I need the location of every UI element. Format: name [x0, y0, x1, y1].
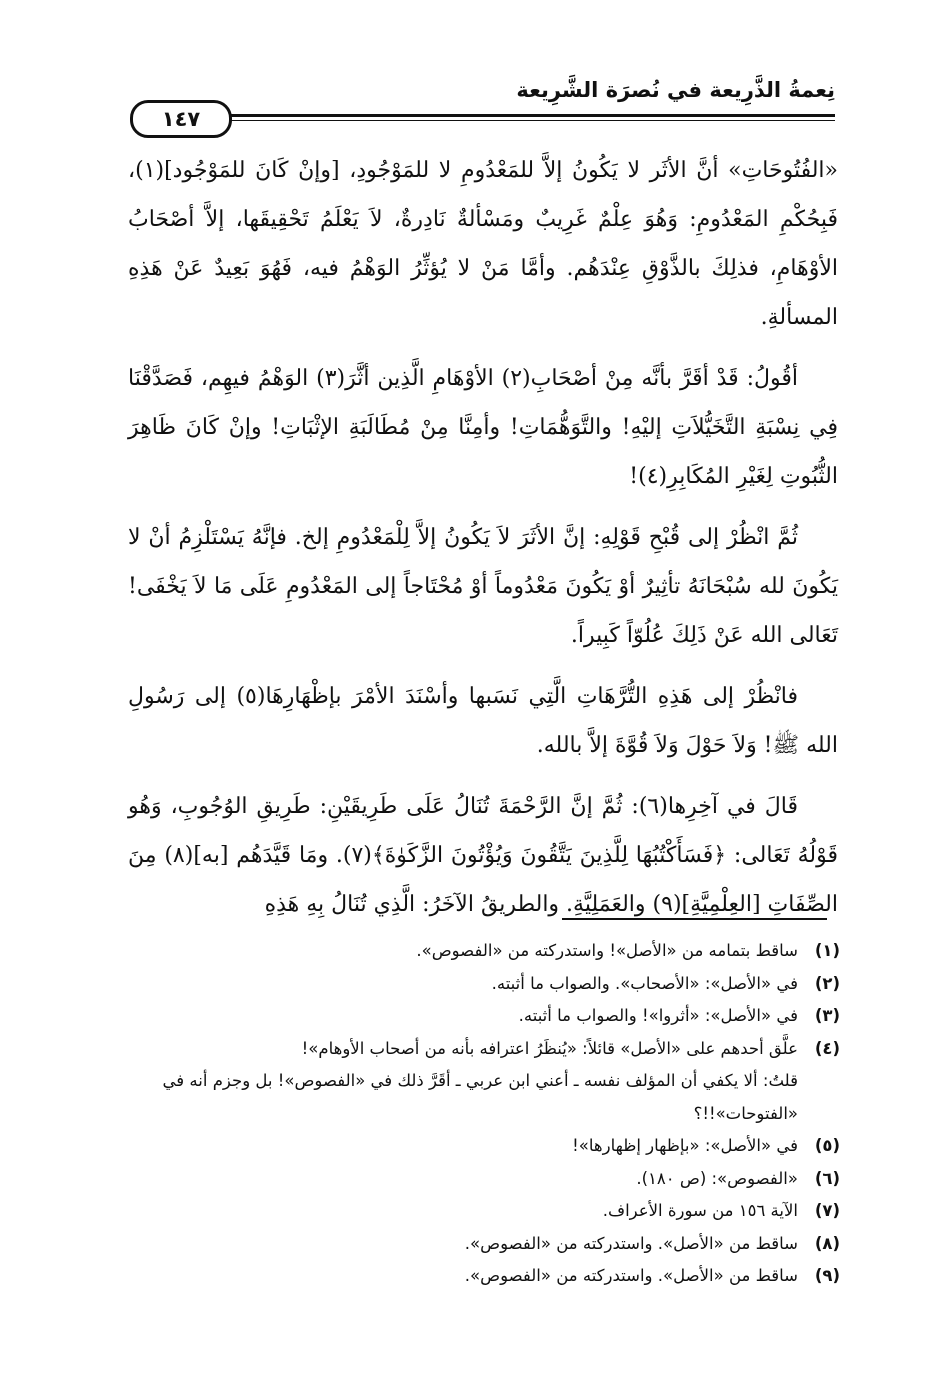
footnote-text: ساقط من «الأصل». واستدركته من «الفصوص». [464, 1233, 798, 1253]
footnote-separator [562, 918, 827, 920]
footnote-continuation: قلتُ: ألا يكفي أن المؤلف نفسه ـ أعني ابن عربي ـ أقَرَّ ذلك في «الفصوص»! بل وجزم أنه في «الفتوحات»!!؟ [162, 1071, 798, 1123]
footnote-text: في «الأصل»: «بإظهار إظهارها»! [572, 1136, 798, 1155]
footnote-item [128, 1260, 840, 1293]
footnote-text: علَّق أحدهم على «الأصل» قائلاً: «يُنظَرُ اعترافه بأنه من أصحاب الأوهام»! [301, 1038, 798, 1058]
book-title: نِعمةُ الذَّرِيعة في نُصرَة الشَّرِيعة [516, 78, 835, 102]
footnotes [128, 935, 840, 1293]
header-rule [214, 114, 835, 121]
paragraph: فانْظُرْ إلى هَذِهِ التُّرَّهَاتِ الَّتِي نَسَبها وأسْنَدَ الأمْرَ بإظْهَارِهَا(٥) إلى رَسُولِ الله ﷺ! وَلاَ حَوْلَ وَلاَ قُوَّةَ إلاَّ بالله. [128, 684, 838, 758]
page-number: ١٤٧ [130, 100, 232, 138]
footnote-number: (٦) [814, 1168, 840, 1188]
footnote-text: الآية ١٥٦ من سورة الأعراف. [602, 1201, 798, 1220]
footnote-item [128, 935, 840, 968]
footnote-item [128, 1130, 840, 1163]
footnote-item [128, 1033, 840, 1066]
paragraph: ثُمَّ انْظُرْ إلى قُبْحِ قَوْلِهِ: إنَّ الأثَرَ لاَ يَكُونُ إلاَّ لِلْمَعْدُومِ إلخ. فإنَّهُ يَسْتَلْزِمُ أنْ لا يَكُونَ لله سُبْحَانَهُ تأثِيرٌ أوْ يَكُونَ مَعْدُوماً أوْ مُحْتَاجاً إلى المَعْدُومِ عَلَى مَا لاَ يَخْفَى! تَعَالى الله عَنْ ذَلِكَ عُلُوّاً كَبِيراً. [128, 525, 838, 648]
footnote-text: في «الأصل»: «أثروا»! والصواب ما أثبته. [518, 1006, 798, 1025]
footnote-number: (٣) [814, 1006, 840, 1025]
footnote-number: (٤) [814, 1038, 840, 1058]
footnote-text: ساقط من «الأصل». واستدركته من «الفصوص». [464, 1266, 798, 1285]
footnote-item [128, 1228, 840, 1261]
footnote-number: (٨) [814, 1233, 840, 1253]
paragraph: «الفُتُوحَاتِ» أنَّ الأثَر لا يَكُونُ إلاَّ للمَعْدُومِ لا للمَوْجُودِ، [وإنْ كَانَ للمَوْجُود](١)، فَبِحُكْمِ المَعْدُومِ: وَهُوَ عِلْمٌ غَرِيبٌ ومَسْألةٌ نَادِرةٌ، لاَ يَعْلَمُ تَحْقِيقَها، إلاَّ أصْحَابُ الأوْهَامِ، فذلِكَ بالذَّوْقِ عِنْدَهُم. وأمَّا مَنْ لا يُؤثِّرُ الوَهْمُ فيه، فَهُوَ بَعِيدٌ عَنْ هَذِهِ المسألةِ. [128, 158, 838, 330]
footnote-item [128, 968, 840, 1001]
footnote-number: (١) [814, 941, 840, 960]
page-header [130, 72, 835, 131]
footnote-item [128, 1195, 840, 1228]
footnote-item [128, 1000, 840, 1033]
footnote-text: «الفصوص»: (ص ١٨٠). [636, 1168, 798, 1188]
footnote-number: (٥) [814, 1136, 840, 1155]
footnote-text: في «الأصل»: «الأصحاب». والصواب ما أثبته. [491, 973, 798, 993]
footnote-item [128, 1163, 840, 1196]
footnote-number: (٢) [814, 973, 840, 993]
paragraph: قَالَ في آخِرِها(٦): ثُمَّ إنَّ الرَّحْمَةَ تُنَالُ عَلَى طَرِيقَيْنِ: طَرِيقِ الوُجُوبِ، وَهُو قَوْلُهُ تَعَالى: ﴿فَسَأَكْتُبُهَا لِلَّذِينَ يَتَّقُونَ وَيُؤْتُونَ الزَّكَوٰةَ﴾(٧). ومَا قَيَّدَهُم [به](٨) مِنَ الصِّفَاتِ [العِلْمِيَّةِ](٩) والعَمَلِيَّةِ. والطريقُ الآخَرُ: الَّذِي تُنَالُ بِهِ هَذِهِ [128, 794, 839, 917]
footnote-text: ساقط بتمامه من «الأصل»! واستدركته من «الفصوص». [416, 941, 798, 960]
paragraph: أقُولُ: قَدْ أقَرَّ بأنَّه مِنْ أصْحَابِ(٢) الأوْهَامِ الَّذِين أثَّرَ(٣) الوَهْمُ فيهِم، فَصَدَّقْنَا فِي نِسْبَةِ التَّخَيُّلاَتِ إليْهِ! والتَّوَهُّمَاتِ! وأمِنَّا مِنْ مُطَالَبَةِ الإثْبَاتِ! وإنْ كَانَ ظَاهِرَ الثُّبُوتِ لِغَيْرِ المُكَابِرِ(٤)! [128, 366, 838, 489]
main-text [128, 146, 838, 941]
footnote-number: (٧) [814, 1201, 840, 1220]
footnote-number: (٩) [814, 1266, 840, 1285]
